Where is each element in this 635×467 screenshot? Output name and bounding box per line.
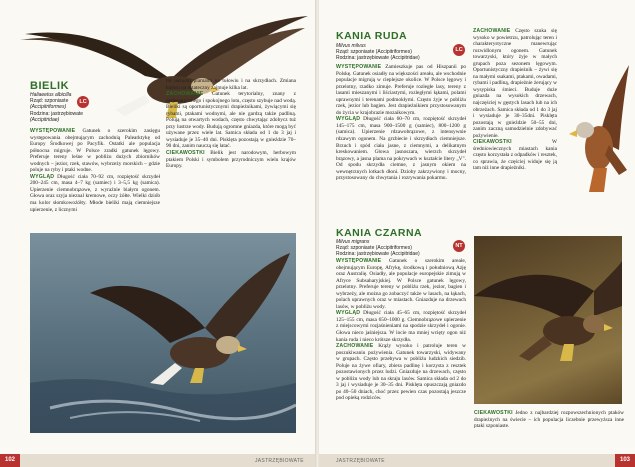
kania-czarna-photo — [474, 236, 622, 404]
bielik-continued-text: mi jasnymi plamami na tułowiu i na skrzydłach. Zmiana koloru na ostateczny zajmuje kilka lat. — [166, 78, 296, 91]
kania-czarna-classification — [336, 239, 456, 258]
kania-ruda-appearance-text: Długość ciała 60–70 cm, rozpiętość skrzydeł 145–175 cm, masa 900–1500 g (samiec), 800–1200 g (samica). Upierzenie rdzawobrązowe, z intensywnie rdzawym ogonem. Na grzbiecie i skrzydłach ciemniejsze. Brzuch i spód ciała jasne, z ciemnymi, a delikatnym kreskowaniem. Głowa jasnoszara, wierzch skrzydeł brązowy, a jasna plama na pokrywach w kształcie litery „V". Od spodu skrzydła ciemne, z jasnym okiem na wewnętrznych lotkach dłoni. Dzioby zakrzywiony i mocny, przystosowany do chwytania i rozrywania pokarmu. — [336, 116, 466, 182]
kania-czarna-appearance-text: Długość ciała 45–65 cm, rozpiętość skrzydeł 125–155 cm, masa 650–1000 g. Ciemnobrązowe upierzenie z miejscowymi rozjaśnieniami na spodzie skrzydeł i ogonie. Głowa nieco jaśniejsza. W locie ma mniej wcięty ogon niż kania ruda i nieco krótsze skrzydła. — [336, 310, 466, 343]
kania-ruda-col2 — [473, 28, 557, 172]
kania-czarna-col2 — [474, 410, 624, 430]
kania-czarna-order: Rząd: szponiaste (Accipitriformes) — [336, 245, 412, 252]
bielik-family: Rodzina: jastrzębiowate — [30, 110, 84, 117]
kania-ruda-photo — [559, 60, 631, 195]
kania-czarna-title: KANIA CZARNA — [336, 227, 423, 239]
kania-czarna-appearance-heading: WYGLĄD — [336, 310, 361, 317]
kania-czarna-latin-name: Milvus migrans — [336, 239, 370, 245]
kania-czarna-occurrence-text: Gatunek o szerokim areale, obejmującym Europę, Afrykę, środkową i południową Azję oraz Australię. Osiadły, ale populacje europejskie zimują w Afryce Subsaharyjskiej. W Polsce gatunek lęgowy, przelotny. Preferuje tereny w pobliżu rzek, jezior, bagien i wybrzeży, ale można go zobaczyć także w lasach, na łąkach, polach uprawnych oraz w miastach. Gniazduje na drzewach lasów, w pobliżu wody. — [336, 258, 466, 310]
bielik-occurrence-text: Gatunek o szerokim zasięgu występowania obejmującym zachodnią Palearktykę od Europy Środkowej po Pacyfik. Ostatki ale populacja północna migruje. W Polsce zradki gatunek lęgowy. Preferuje tereny leśne w pobliżu dużych zbiorników wodnych – jezior, rzek, stawów, wybrzeży morskich – gdzie poluje na ryby i ptaki wodne. — [30, 128, 160, 174]
kania-czarna-family: Rodzina: jastrzębiowate (Accipitridae) — [336, 251, 420, 258]
bielik-trivia-text: Bielik jest narodowym, herbowym ptakiem Polski i symbolem przyrodniczym wielu krajów Europy. — [166, 150, 296, 170]
kania-ruda-behaviour-text: Często szuka się wysoko w powietrzu, patrolując teren i charakterystyczne manewrując rozwidlonym ogonem. Gatunek towarzyski, który żyje w małych grupach poza sezonem lęgowym. Oportunistyczny drapieżnik – żywi się na małymi ssakami, ptakami, owadami, rybami i padliną, drapieżnie żerujący w wysypiska śmieci. Buduje duże gniazda na wysokich drzewach, najczęściej w gęstych lasach lub na ich obrzeżach. Samica składa od 1 do 3 jaj i wysiaduje je 30–35dni. Pisklęta pozostają w gnieździe 50–55 dni, zanim zaczną samodzielnie zdobywać pożywienie. — [473, 28, 557, 139]
kania-czarna-behaviour-heading: ZACHOWANIE — [336, 343, 374, 350]
kania-czarna-trivia-heading: CIEKAWOSTKI — [474, 410, 513, 416]
bielik-trivia-heading: CIEKAWOSTKI — [166, 150, 205, 157]
kania-ruda-occurrence-heading: WYSTĘPOWANIE — [336, 64, 382, 70]
kania-ruda-status-badge: LC — [453, 44, 465, 56]
bielik-order-latin: (Accipitriformes) — [30, 104, 67, 111]
left-page-number: 102 — [0, 454, 20, 467]
bielik-behaviour-text: Gatunek terytorialny, znany z majestatycznego i spokojnego lotu, często szybuje nad wodą. Bieliki są oportunistycznymi drapieżnikami, żywiącymi się rybami, ptakami wodnymi, ale nie gardzą także padliną. Polują na otwartych wodach, często chwytając zdobycz tuż przy lustrze wody. Budują ogromne gniazda, które mogą być używane przez wiele lat. Samica składa od 1 do 3 jaj i wysiaduje je 35–40 dni. Pisklęta pozostają w gnieździe 70–90 dni, zanim nauczą się latać. — [166, 91, 296, 150]
right-page — [319, 0, 635, 467]
right-page-number: 103 — [615, 454, 635, 467]
right-running-head: JASTRZĘBIOWATE — [336, 458, 385, 464]
kania-czarna-behaviour-text: Krąży wysoko i patroluje teren w poszukiwaniu pożywienia. Gatunek towarzyski, widywany w grupach. Często przebywa w pobliżu ludzkich siedzib. Poluje na żywe ofiary, zbiera padlinę i korzysta z resztek pozostawionych przez ludzi. Gniazduje na drzewach, często w pobliżu wody lub na skraju lasów. Samica składa od 2 do 3 jaj i wysiaduje je 30–35 dni. Pisklęta opuszczają gniazdo po 40–50 dniach, choć przez pewien czas pozostają jeszcze pod opieką rodziców. — [336, 343, 466, 402]
kania-ruda-classification — [336, 43, 456, 62]
bielik-title: BIELIK — [30, 80, 70, 92]
bielik-water-photo — [30, 233, 296, 433]
left-running-head: JASTRZĘBIOWATE — [255, 458, 304, 464]
kania-ruda-behaviour-heading: ZACHOWANIE — [473, 28, 511, 34]
kania-czarna-occurrence-heading: WYSTĘPOWANIE — [336, 258, 382, 264]
kania-ruda-latin-name: Milvus milvus — [336, 43, 366, 49]
bielik-latin-name: Haliaeetus albicilla — [30, 92, 72, 98]
kania-czarna-trivia-text: Jedno z najbardziej rozpowszechnionych ptaków drapieżnych na świecie – ich populacja liczebnie przewyższa inne ptaki szponiaste. — [474, 410, 624, 430]
kania-ruda-family: Rodzina: jastrzębiowate (Accipitridae) — [336, 55, 420, 62]
bielik-family-latin: (Accipitridae) — [30, 116, 60, 123]
bielik-appearance-text: Długość ciała 70–92 cm, rozpiętość skrzydeł 200–245 cm, masa 4–7 kg (samiec) i 3–5,5 kg (samica). Upierzenie ciemnobrązowe, z wyraźnie białym ogonem. Głowa oraz szyja nieznal kremowe, oczy żółte. Wielki dziób ma kolor słomkowożółty. Młode bieliki mają ciemniejsze upierzenie, z licznymi — [30, 173, 160, 213]
bielik-classification — [30, 92, 85, 123]
left-page — [0, 0, 316, 467]
bielik-col1 — [30, 128, 160, 213]
kania-ruda-appearance-heading: WYGLĄD — [336, 116, 361, 123]
bielik-occurrence-heading: WYSTĘPOWANIE — [30, 128, 76, 134]
kania-czarna-status-badge: NT — [453, 240, 465, 252]
bielik-behaviour-heading: ZACHOWANIE — [166, 91, 204, 98]
kania-czarna-col1 — [336, 258, 466, 402]
kania-ruda-occurrence-text: Zamieszkuje pas od Hiszpanii po Polskę. Gatunek osiadły na większości areału, ale wschodnie populacje migrują w cieplejsze okolice. W Polsce lęgowy i przelotny, rzadko zimuje. Preferuje rozległe lasy, tereny z lasami mieszanymi i liściastymi, rozległymi łąkami, polami uprawnymi i terenami podmokłymi. Często żyje w pobliżu rzek, jezior lub bagien. Jest drapieżnikiem przystosowanym do życia w krajobrazie mozaikowym. — [336, 64, 466, 116]
kania-ruda-order: Rząd: szponiaste (Accipitriformes) — [336, 49, 412, 56]
kania-ruda-title: KANIA RUDA — [336, 30, 408, 42]
bielik-appearance-heading: WYGLĄD — [30, 173, 55, 180]
kania-ruda-trivia-heading: CIEKAWOSTKI — [473, 139, 512, 146]
bielik-order: Rząd: szponiaste — [30, 98, 69, 105]
kania-ruda-trivia-text: W średniowiecznych miastach kania często korzystała z odpadków i resztek, co sprawia, że częściej widuje się ją tam niż inne drapieżniki. — [473, 139, 557, 172]
bielik-col2 — [166, 78, 296, 170]
bielik-status-badge: LC — [77, 96, 89, 108]
kania-ruda-col1 — [336, 64, 466, 182]
